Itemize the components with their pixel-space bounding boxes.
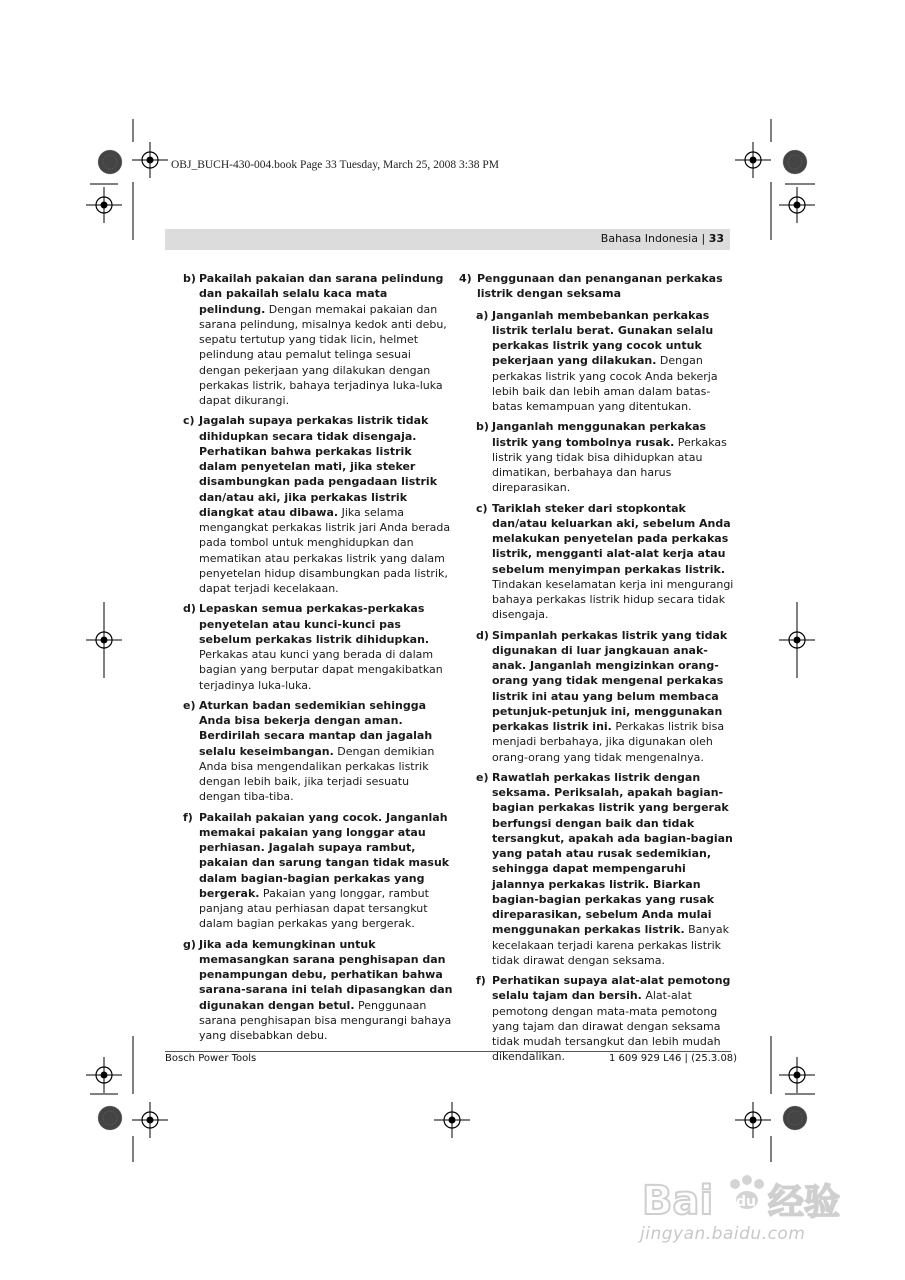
item-text: Dengan perkakas listrik yang cocok Anda bekerja lebih baik dan lebih aman dalam batas-batas kemampuan yang ditentukan. <box>492 354 718 413</box>
sub-list <box>459 308 738 1065</box>
item-label: d) <box>476 628 489 642</box>
footer-divider <box>165 1051 731 1052</box>
list-item <box>183 413 453 596</box>
item-text: Perkakas atau kunci yang berada di dalam bagian yang berputar dapat mengakibatkan terjadinya luka-luka. <box>199 648 443 692</box>
list-item <box>476 628 735 765</box>
list-item <box>183 937 453 1044</box>
item-bold-text: Rawatlah perkakas listrik dengan seksama. Periksalah, apakah bagian-bagian perkakas listrik yang bergerak berfungsi dengan baik dan tidak tersangkut, apakah ada bagian-bagian yang patah atau rusak sedemikian, sehingga dapat mempengaruhi jalannya perkakas listrik. Biarkan bagian-bagian perkakas yang rusak direparasikan, sebelum Anda mulai menggunakan perkakas listrik. <box>492 770 733 937</box>
header-language: Bahasa Indonesia <box>600 232 698 245</box>
list-item <box>183 698 453 805</box>
item-bold-text: Aturkan badan sedemikian sehingga Anda bisa bekerja dengan aman. Berdirilah secara mantap dan jagalah selalu keseimbangan. <box>199 698 433 758</box>
list-item <box>183 601 453 693</box>
baidu-watermark-logo <box>640 1172 860 1224</box>
section-heading <box>459 271 735 302</box>
list-item <box>183 810 453 932</box>
item-text: Pakaian yang longgar, rambut panjang atau perhiasan dapat tersangkut dalam bagian perkakas yang bergerak. <box>199 886 429 931</box>
item-bold-text: Jagalah supaya perkakas listrik tidak dihidupkan secara tidak disengaja. Perhatikan bahwa perkakas listrik dalam penyetelan mati, jika steker disambungkan pada pengadaan listrik dan/atau aki, jika perkakas listrik diangkat atau dibawa. <box>199 414 438 519</box>
item-text: Dengan demikian Anda bisa mengendalikan perkakas listrik dengan lebih baik, jika terjadi sesuatu dengan tiba-tiba. <box>199 744 435 804</box>
item-bold-text: Janganlah membebankan perkakas listrik terlalu berat. Gunakan selalu perkakas listrik yang cocok untuk pekerjaan yang dilakukan. <box>492 308 714 368</box>
list-item <box>476 501 735 623</box>
item-label: b) <box>476 420 489 434</box>
item-label: c) <box>476 501 488 515</box>
footer-brand: Bosch Power Tools <box>165 1053 257 1064</box>
page-number: 33 <box>708 232 724 245</box>
item-text: Perkakas listrik bisa menjadi berbahaya, jika digunakan oleh orang-orang yang tidak mengenalnya. <box>492 720 725 764</box>
section-number: 4) <box>459 272 472 285</box>
header-label <box>601 232 724 245</box>
item-bold-text: Perhatikan supaya alat-alat pemotong selalu tajam dan bersih. <box>492 974 731 1003</box>
item-label: e) <box>183 698 196 712</box>
list-item <box>476 770 735 968</box>
header-separator: | <box>701 232 706 245</box>
item-bold-text: Pakailah pakaian dan sarana pelindung dan pakailah selalu kaca mata pelindung. <box>199 272 444 316</box>
item-bold-text: Jika ada kemungkinan untuk memasangkan sarana penghisapan dan penampungan debu, perhatikan bahwa sarana-sarana ini telah dipasangkan dan digunakan dengan betul. <box>199 937 453 1012</box>
item-label: f) <box>476 974 486 987</box>
list-item <box>476 308 735 415</box>
item-bold-text: Simpanlah perkakas listrik yang tidak digunakan di luar jangkauan anak-anak. Janganlah mengizinkan orang-orang yang tidak mengenal perkakas listrik ini atau yang belum membaca petunjuk-petunjuk ini, menggunakan perkakas listrik ini. <box>492 628 728 733</box>
item-text: Jika selama mengangkat perkakas listrik jari Anda berada pada tombol untuk menghidupkan dan mematikan atau perkakas listrik yang dalam penyetelan hidup disambungkan pada listrik, dapat terjadi kecelakaan. <box>199 505 451 595</box>
item-bold-text: Lepaskan semua perkakas-perkakas penyetelan atau kunci-kunci pas sebelum perkakas listrik dihidupkan. <box>199 602 430 646</box>
svg-text:经验: 经验 <box>768 1182 841 1223</box>
left-column <box>183 271 453 1048</box>
item-text: Banyak kecelakaan terjadi karena perkakas listrik tidak dirawat dengan seksama. <box>492 923 730 967</box>
item-bold-text: Janganlah menggunakan perkakas listrik yang tombolnya rusak. <box>492 420 707 449</box>
section-title: Penggunaan dan penanganan perkakas listrik dengan seksama <box>477 272 723 301</box>
item-bold-text: Tariklah steker dari stopkontak dan/atau keluarkan aki, sebelum Anda melakukan penyetelan pada perkakas listrik, mengganti alat-alat kerja atau sebelum menyimpan perkakas listrik. <box>492 501 731 576</box>
item-label: g) <box>183 937 196 951</box>
watermark-url: jingyan.baidu.com <box>640 1224 806 1244</box>
item-label: b) <box>183 272 196 285</box>
item-bold-text: Pakailah pakaian yang cocok. Janganlah memakai pakaian yang longgar atau perhiasan. Jagalah supaya rambut, pakaian dan sarung tangan tidak masuk dalam bagian-bagian perkakas yang bergerak. <box>199 810 450 900</box>
item-text: Tindakan keselamatan kerja ini mengurangi bahaya perkakas listrik hidup secara tidak disengaja. <box>492 577 734 622</box>
footer-doc-number: 1 609 929 L46 | (25.3.08) <box>609 1053 738 1064</box>
svg-text:du: du <box>736 1194 756 1210</box>
item-text: Dengan memakai pakaian dan sarana pelindung, misalnya kedok anti debu, sepatu tertutup yang tidak licin, helmet pelindung atau pemalut telinga sesuai dengan pekerjaan yang dilakukan dengan perkakas listrik, bahaya terjadinya luka-luka dapat dikurangi. <box>199 302 447 407</box>
item-label: c) <box>183 414 195 428</box>
item-label: d) <box>183 602 196 616</box>
page-header <box>165 229 730 250</box>
print-info: OBJ_BUCH-430-004.book Page 33 Tuesday, March 25, 2008 3:38 PM <box>171 159 499 171</box>
list-item <box>476 419 735 495</box>
item-label: e) <box>476 770 489 784</box>
item-label: a) <box>476 308 489 322</box>
item-text: Penggunaan sarana penghisapan bisa mengurangi bahaya yang disebabkan debu. <box>199 998 452 1042</box>
right-column <box>459 271 738 1070</box>
item-text: Perkakas listrik yang tidak bisa dihidupkan atau dimatikan, berbahaya dan harus direparasikan. <box>492 435 727 495</box>
list-item <box>183 271 453 408</box>
item-label: f) <box>183 810 193 824</box>
item-text: Alat-alat pemotong dengan mata-mata pemotong yang tajam dan dirawat dengan seksama tidak mudah tersangkut dan lebih mudah dikendalikan. <box>492 989 721 1064</box>
svg-text:Bai: Bai <box>642 1178 714 1224</box>
